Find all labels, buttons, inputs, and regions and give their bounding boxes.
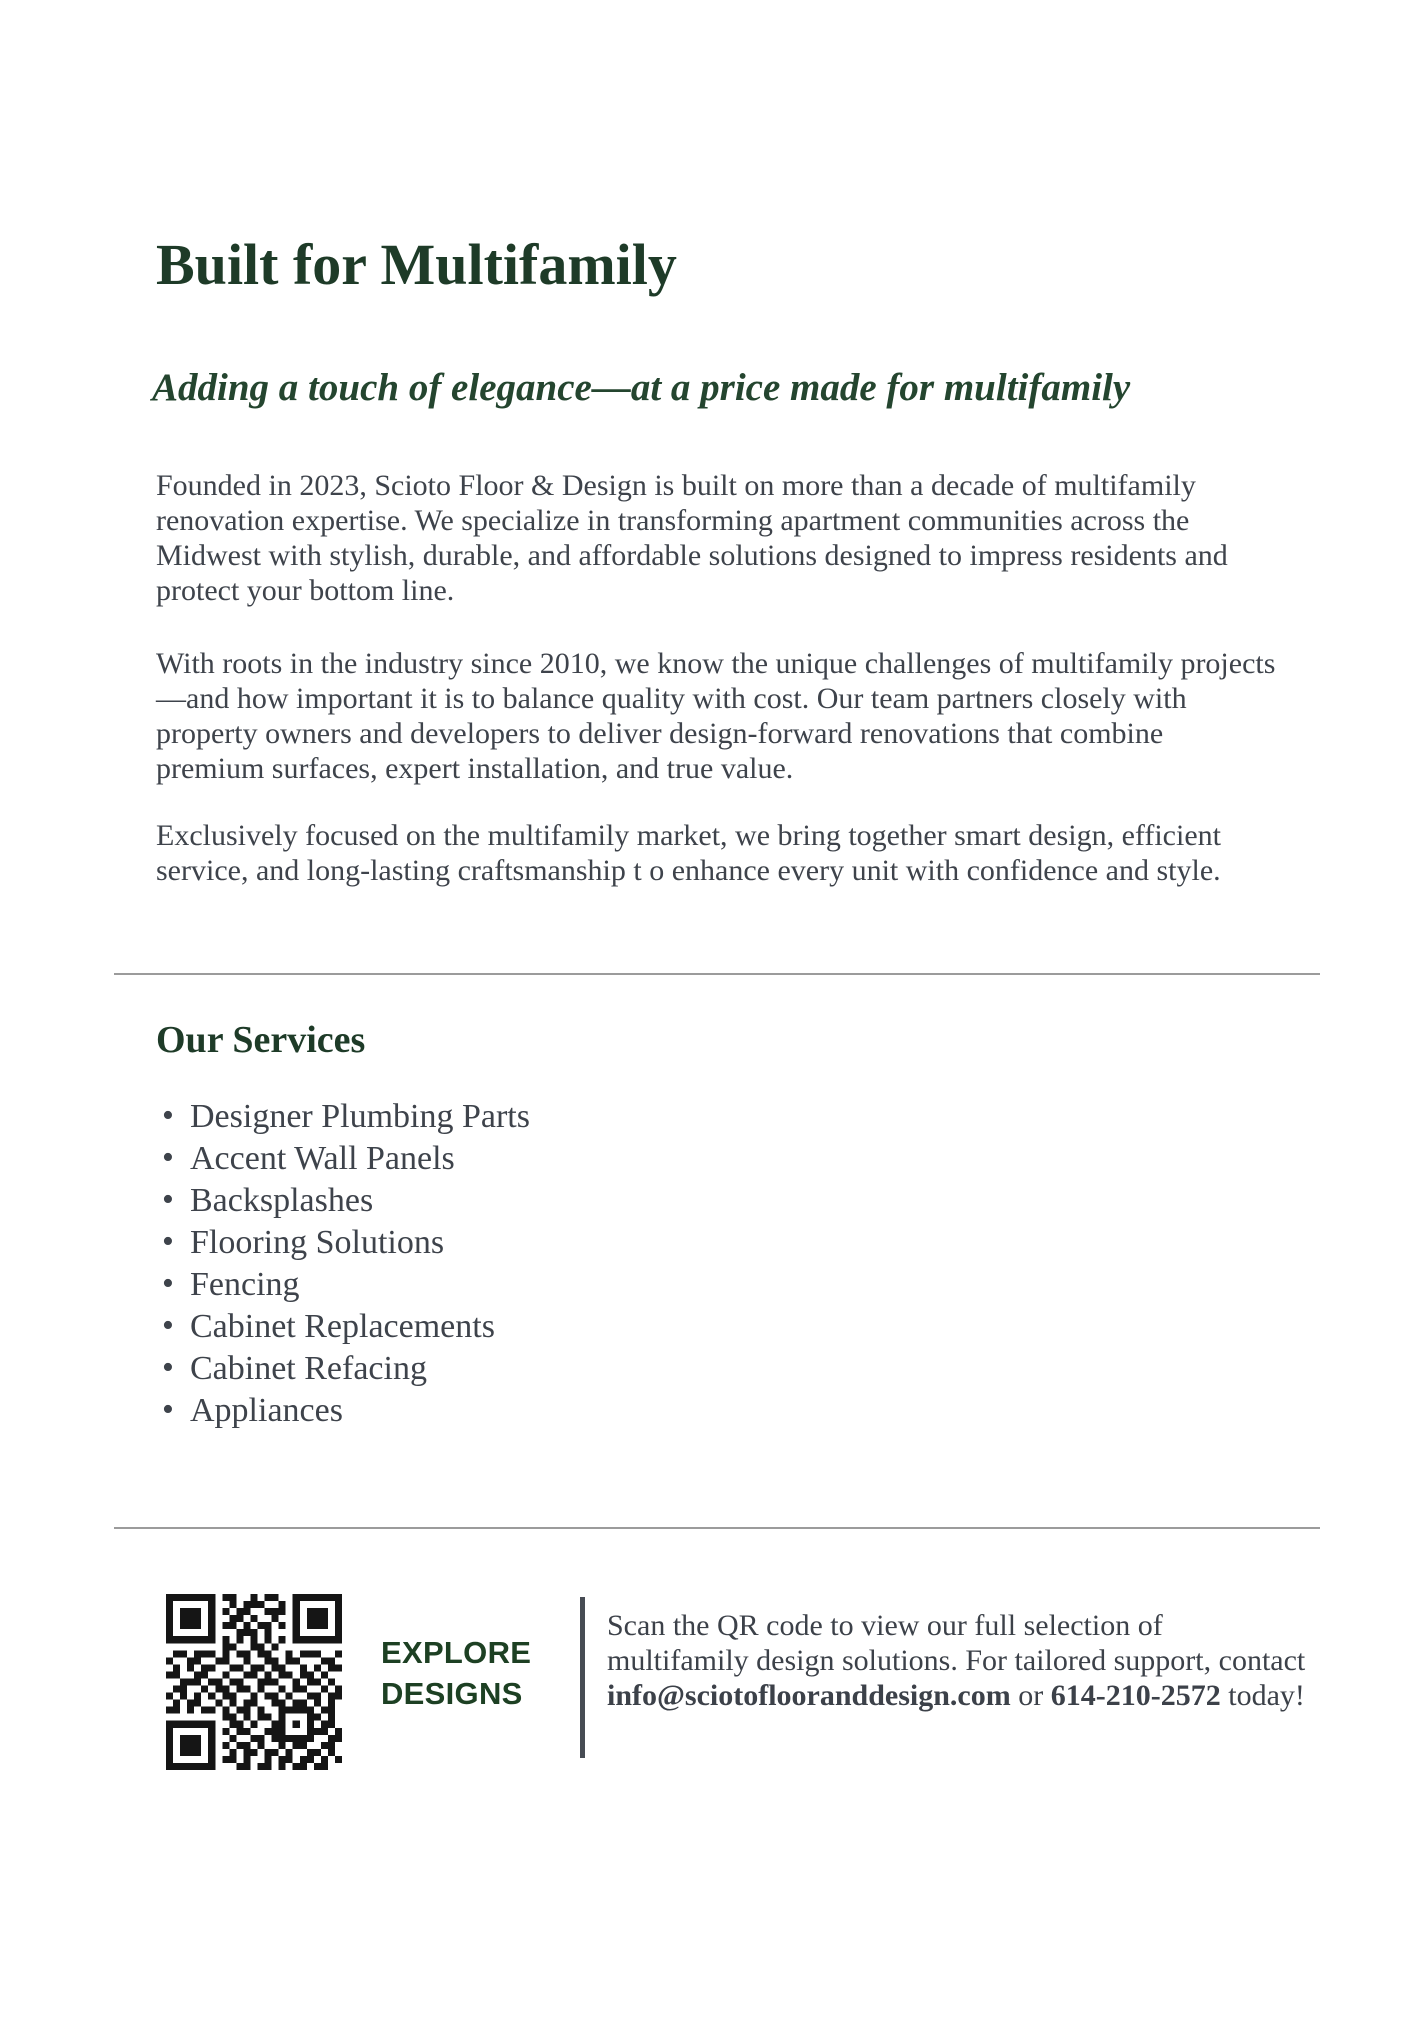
service-item: • Backsplashes [156, 1180, 530, 1222]
services-list [156, 1096, 530, 1432]
service-item: • Flooring Solutions [156, 1222, 530, 1264]
cta-text-start: Scan the QR code to view our full selection of multifamily design solutions. For tailored support, contact [607, 1609, 1306, 1677]
service-item: • Designer Plumbing Parts [156, 1096, 530, 1138]
qr-code [166, 1594, 342, 1770]
page-title: Built for Multifamily [156, 232, 677, 297]
experience-paragraph: With roots in the industry since 2010, we know the unique challenges of multifamily projects—and how important it is to balance quality with cost. Our team partners closely with property owners and developers to deliver design-forward renovations that combine premium surfaces, expert installation, and true value. [156, 647, 1276, 785]
explore-designs-label: EXPLORE DESIGNS [381, 1635, 532, 1711]
cta-text-mid: or [1010, 1679, 1051, 1712]
contact-email: info@sciotoflooranddesign.com [607, 1679, 1011, 1712]
service-item: • Accent Wall Panels [156, 1138, 530, 1180]
services-heading: Our Services [156, 1019, 366, 1061]
service-item: • Fencing [156, 1264, 530, 1306]
vertical-divider [580, 1597, 585, 1758]
service-item: • Cabinet Refacing [156, 1348, 530, 1390]
contact-phone: 614-210-2572 [1050, 1679, 1221, 1712]
service-item: • Appliances [156, 1390, 530, 1432]
cta-text [607, 1608, 1307, 1713]
subtitle: Adding a touch of elegance—at a price made for multifamily [152, 366, 1131, 409]
service-item: • Cabinet Replacements [156, 1306, 530, 1348]
section-divider-bottom [114, 1527, 1320, 1529]
section-divider-top [114, 973, 1320, 975]
intro-paragraph: Founded in 2023, Scioto Floor & Design is built on more than a decade of multifamily renovation expertise. We specialize in transforming apartment communities across the Midwest with stylish, durable, and affordable solutions designed to impress residents and protect your bottom line. [156, 469, 1228, 607]
focus-paragraph: Exclusively focused on the multifamily market, we bring together smart design, efficient service, and long-lasting craftsmanship t o enhance every unit with confidence and style. [156, 819, 1221, 887]
cta-text-end: today! [1220, 1679, 1305, 1712]
